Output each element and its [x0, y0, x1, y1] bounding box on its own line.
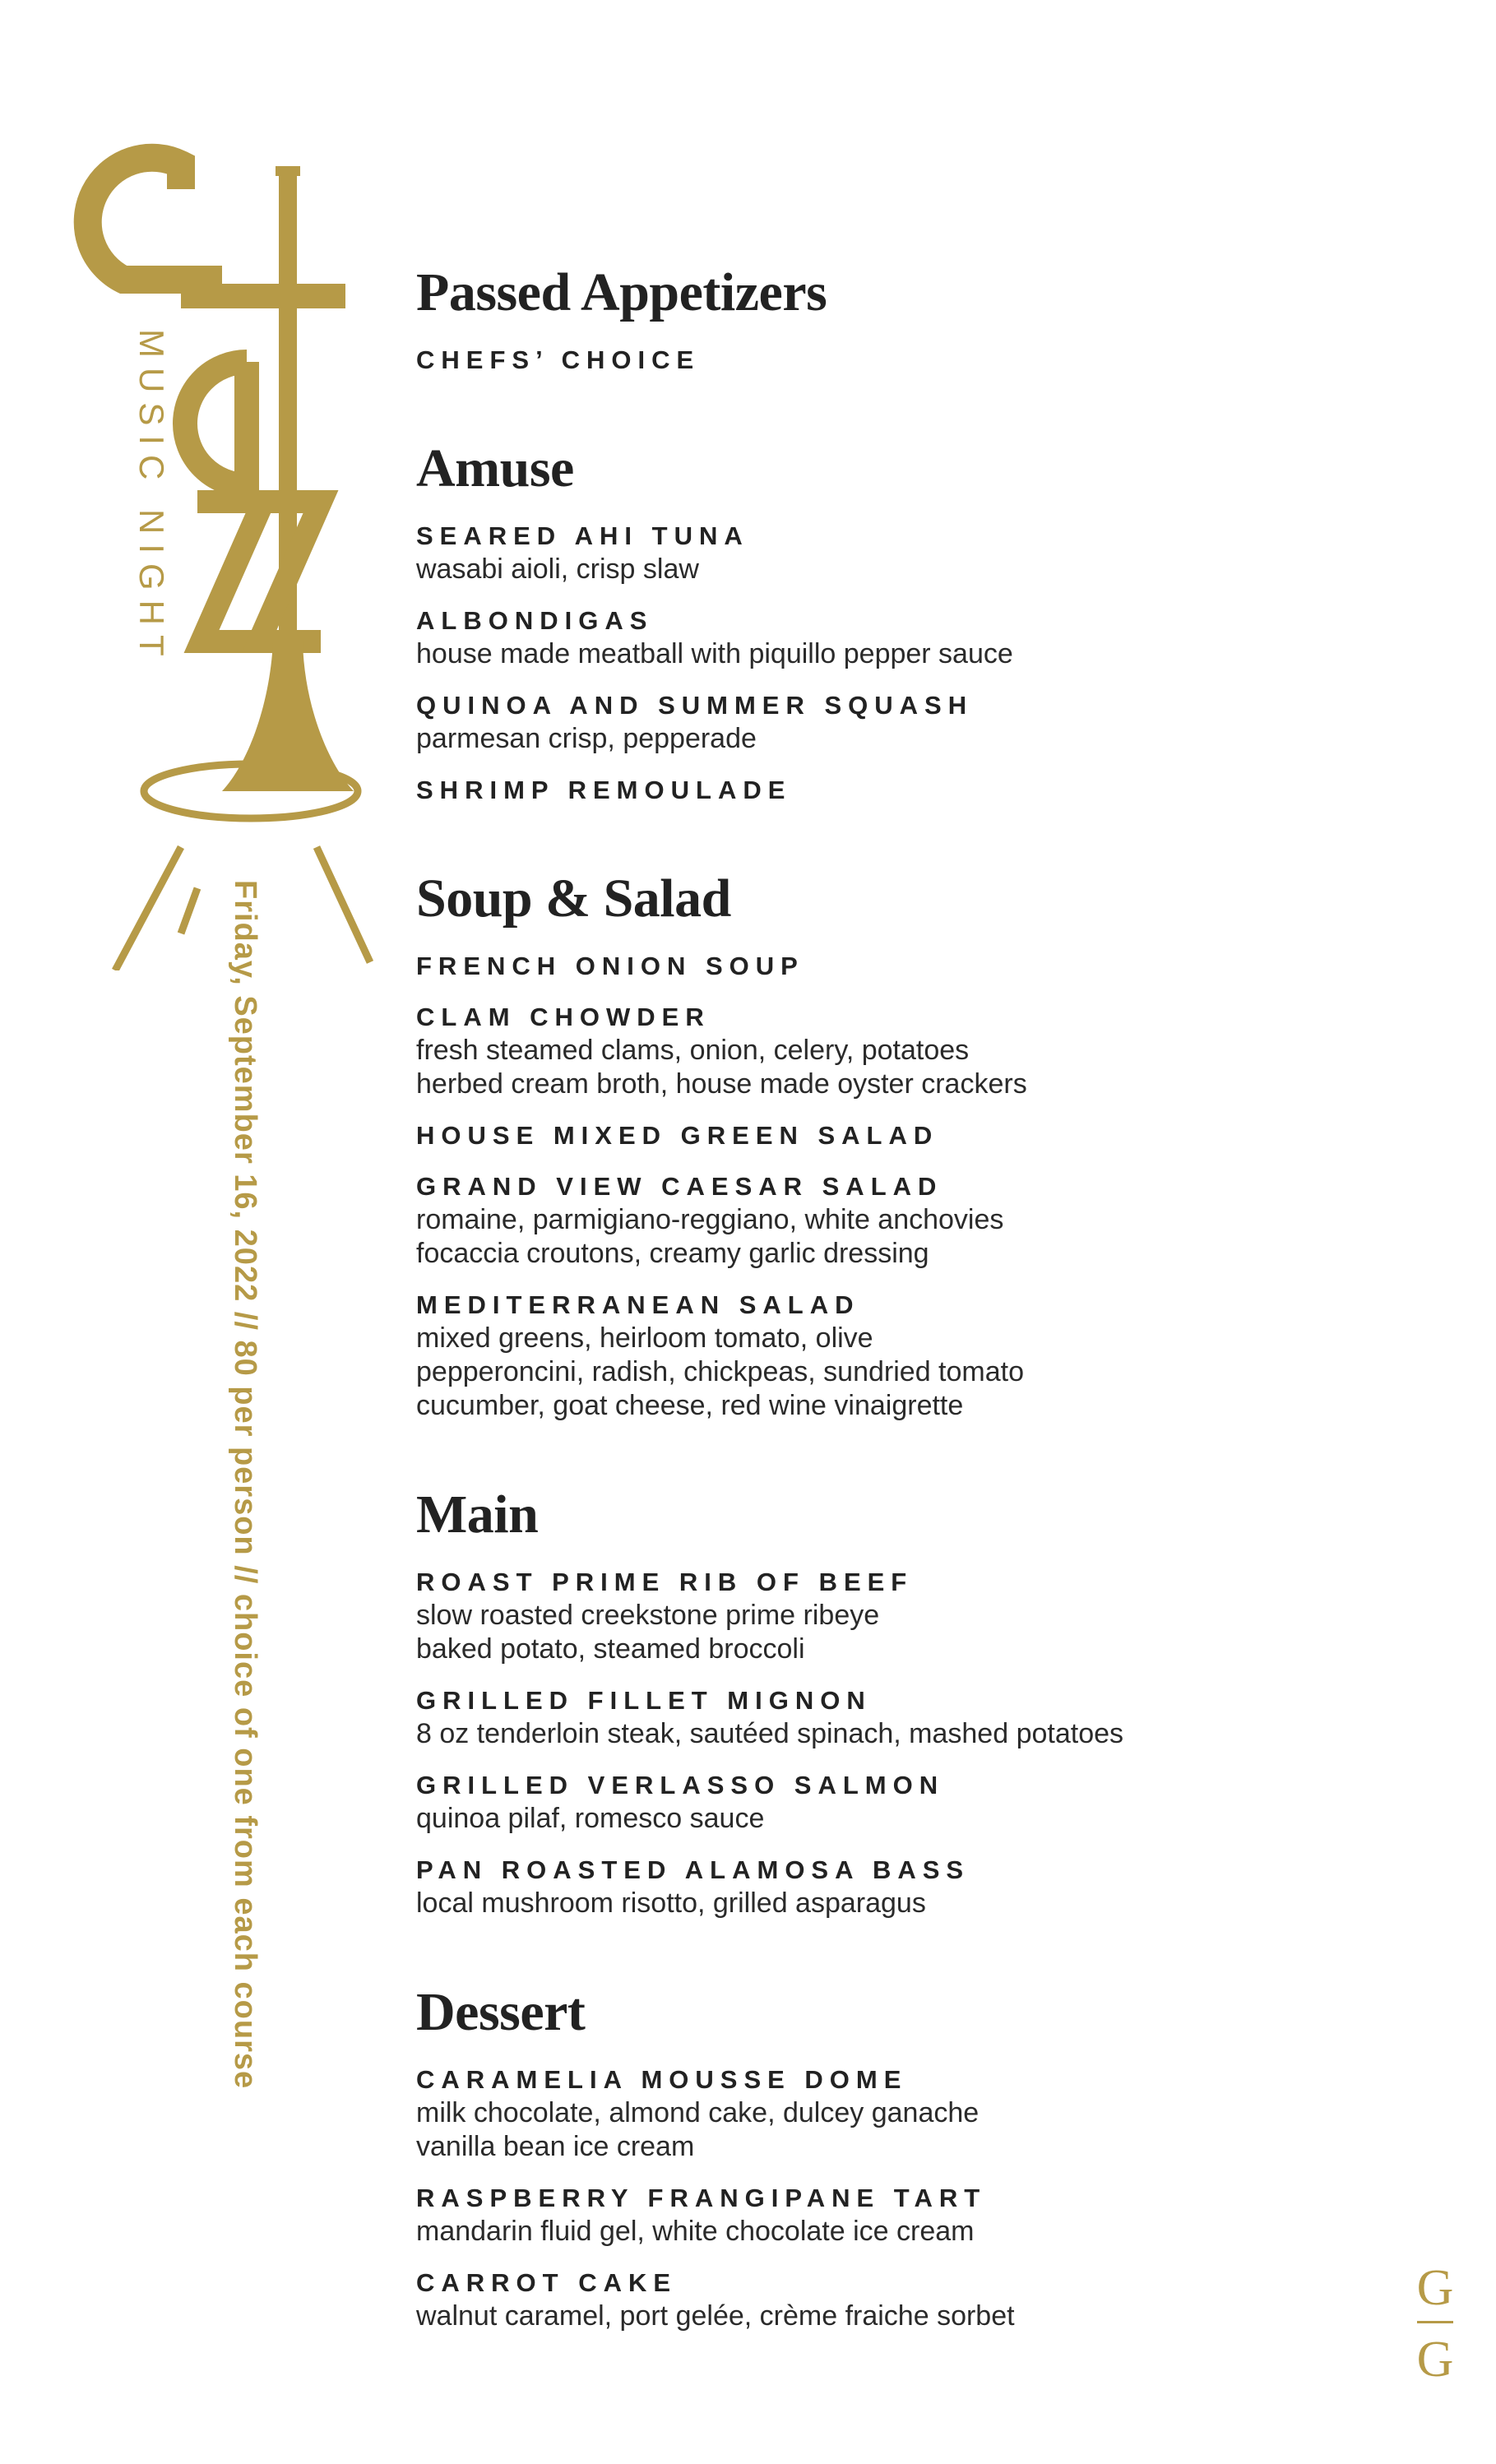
menu-item-name: QUINOA AND SUMMER SQUASH: [416, 691, 974, 720]
menu-item: [416, 1170, 1362, 1271]
jazz-trumpet-logo: [58, 115, 387, 970]
menu-item-description: wasabi aioli, crisp slaw: [416, 553, 699, 585]
menu-item-name: CARAMELIA MOUSSE DOME: [416, 2065, 908, 2094]
menu-item-name: HOUSE MIXED GREEN SALAD: [416, 1121, 939, 1150]
menu-item: [416, 2267, 1362, 2333]
menu-item: [416, 604, 1362, 671]
monogram-divider: [1417, 2321, 1453, 2323]
menu-item-name: GRAND VIEW CAESAR SALAD: [416, 1172, 943, 1201]
menu-item-description: herbed cream broth, house made oyster crackers: [416, 1068, 1027, 1100]
menu-item: [416, 950, 1362, 983]
menu-item: [416, 1854, 1362, 1920]
menu-item: [416, 1684, 1362, 1751]
menu-item-description: 8 oz tenderloin steak, sautéed spinach, mashed potatoes: [416, 1718, 1124, 1749]
event-details: Friday, September 16, 2022 // 80 per person // choice of one from each course: [228, 880, 262, 2090]
menu-item: [416, 344, 1362, 377]
menu-item: [416, 1289, 1362, 1423]
menu-item-name: CHEFS’ CHOICE: [416, 345, 701, 374]
menu-item-description: walnut caramel, port gelée, crème fraiche sorbet: [416, 2300, 1015, 2332]
menu-item-description: baked potato, steamed broccoli: [416, 1633, 805, 1665]
menu-item: [416, 689, 1362, 756]
menu-item-description: house made meatball with piquillo pepper sauce: [416, 638, 1013, 669]
music-night-subtitle: MUSIC NIGHT: [132, 329, 171, 666]
menu-section: [416, 866, 1362, 1423]
menu-item-description: mixed greens, heirloom tomato, olive: [416, 1322, 873, 1354]
menu-item: [416, 2063, 1362, 2164]
menu-item-description: milk chocolate, almond cake, dulcey ganache: [416, 2097, 980, 2128]
menu-item-name: RASPBERRY FRANGIPANE TART: [416, 2184, 987, 2212]
monogram-letter-bottom: G: [1416, 2332, 1454, 2388]
menu-item-name: GRILLED VERLASSO SALMON: [416, 1771, 945, 1799]
menu-item-name: PAN ROASTED ALAMOSA BASS: [416, 1855, 970, 1884]
section-title: Soup & Salad: [416, 868, 731, 929]
menu-item-description: fresh steamed clams, onion, celery, potatoes: [416, 1035, 970, 1066]
menu-section: [416, 1980, 1362, 2333]
menu-item-name: SHRIMP REMOULADE: [416, 776, 792, 804]
menu-section: [416, 436, 1362, 807]
section-title: Dessert: [416, 1982, 586, 2042]
menu-item-name: FRENCH ONION SOUP: [416, 952, 804, 980]
menu-item-name: ALBONDIGAS: [416, 606, 654, 635]
menu-item-description: cucumber, goat cheese, red wine vinaigrette: [416, 1390, 964, 1421]
menu-item-name: CARROT CAKE: [416, 2268, 678, 2297]
menu-item-description: parmesan crisp, pepperade: [416, 723, 757, 754]
menu-section: [416, 260, 1362, 377]
menu-item-description: mandarin fluid gel, white chocolate ice cream: [416, 2216, 975, 2247]
menu-item-description: pepperoncini, radish, chickpeas, sundried tomato: [416, 1356, 1024, 1387]
menu-item-description: vanilla bean ice cream: [416, 2131, 695, 2162]
monogram-letter-top: G: [1416, 2260, 1454, 2316]
section-title: Amuse: [416, 438, 574, 498]
menu-item-description: local mushroom risotto, grilled asparagus: [416, 1887, 926, 1919]
menu-item: [416, 1769, 1362, 1836]
menu-item-description: slow roasted creekstone prime ribeye: [416, 1600, 880, 1631]
menu-item: [416, 774, 1362, 807]
gg-monogram: [1406, 2262, 1464, 2386]
menu-list: [416, 260, 1362, 2392]
section-title: Passed Appetizers: [416, 262, 827, 322]
menu-item: [416, 1119, 1362, 1152]
menu-item-description: romaine, parmigiano-reggiano, white anchovies: [416, 1204, 1004, 1235]
menu-item-name: GRILLED FILLET MIGNON: [416, 1686, 872, 1715]
menu-item: [416, 520, 1362, 586]
menu-item-name: SEARED AHI TUNA: [416, 521, 749, 550]
menu-item-name: CLAM CHOWDER: [416, 1003, 711, 1031]
menu-item: [416, 2182, 1362, 2249]
menu-item-description: quinoa pilaf, romesco sauce: [416, 1803, 765, 1834]
menu-item-name: ROAST PRIME RIB OF BEEF: [416, 1568, 914, 1596]
section-title: Main: [416, 1484, 539, 1545]
menu-section: [416, 1482, 1362, 1920]
menu-item: [416, 1001, 1362, 1101]
menu-item: [416, 1566, 1362, 1666]
menu-item-name: MEDITERRANEAN SALAD: [416, 1290, 860, 1319]
menu-item-description: focaccia croutons, creamy garlic dressing: [416, 1238, 929, 1269]
